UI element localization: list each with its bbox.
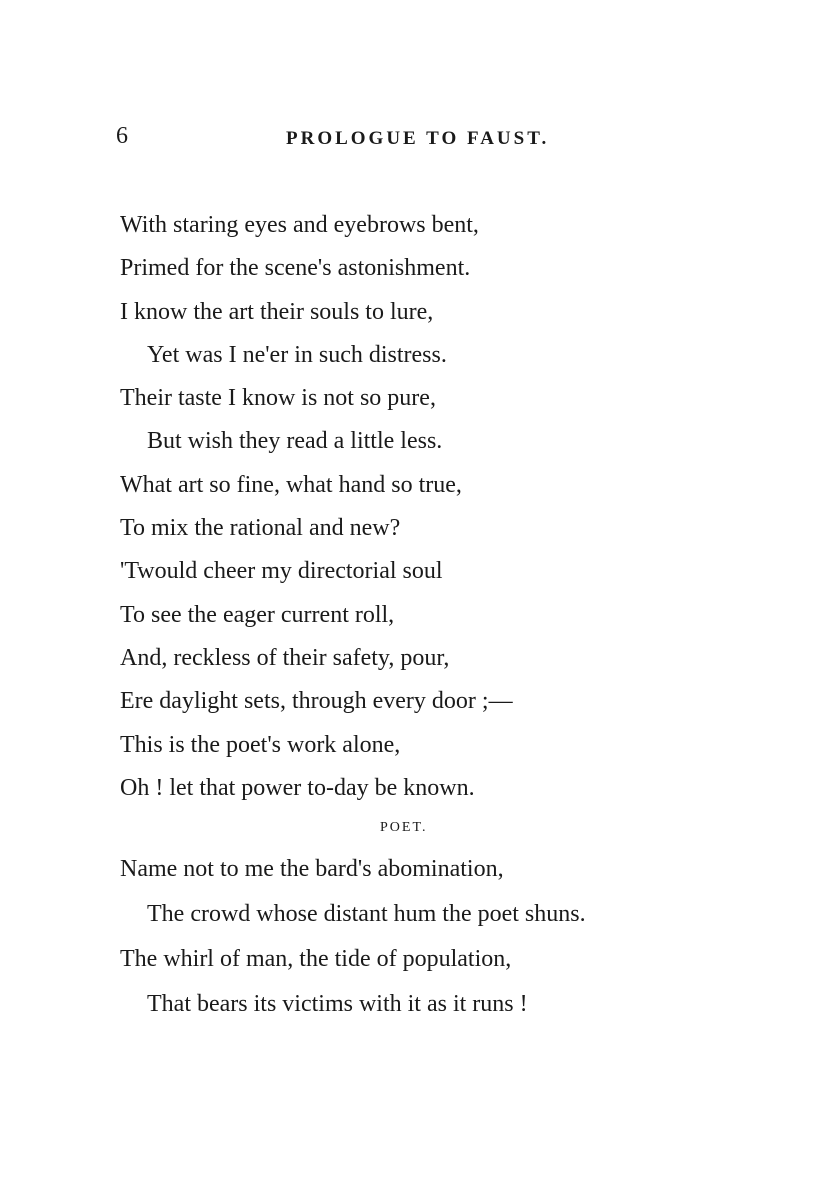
verse-line: 'Twould cheer my directorial soul (120, 558, 443, 585)
verse-stanza-1 (120, 210, 680, 816)
verse-line: With staring eyes and eyebrows bent, (120, 212, 479, 238)
verse-line: Oh ! let that power to-day be known. (120, 774, 475, 801)
verse-line: Primed for the scene's astonishment. (120, 255, 471, 282)
running-title: PROLOGUE TO FAUST. (286, 128, 550, 149)
verse-stanza-2 (120, 854, 720, 1034)
verse-line: I know the art their souls to lure, (120, 298, 434, 325)
verse-line: This is the poet's work alone, (120, 731, 401, 758)
verse-line: The crowd whose distant hum the poet shuns. (147, 901, 586, 927)
verse-line: What art so fine, what hand so true, (120, 471, 462, 498)
verse-line: And, reckless of their safety, pour, (120, 644, 450, 671)
page-number: 6 (116, 123, 128, 149)
speaker-heading: POET. (380, 820, 428, 835)
verse-line: But wish they read a little less. (147, 428, 443, 455)
verse-line: Their taste I know is not so pure, (120, 385, 436, 412)
verse-line: That bears its victims with it as it runs ! (147, 991, 528, 1017)
verse-line: To see the eager current roll, (120, 601, 395, 628)
verse-line: Yet was I ne'er in such distress. (147, 341, 447, 368)
verse-line: The whirl of man, the tide of population, (120, 946, 512, 972)
verse-line: Name not to me the bard's abomination, (120, 856, 504, 882)
verse-line: To mix the rational and new? (120, 515, 401, 542)
verse-line: Ere daylight sets, through every door ;— (120, 688, 513, 715)
